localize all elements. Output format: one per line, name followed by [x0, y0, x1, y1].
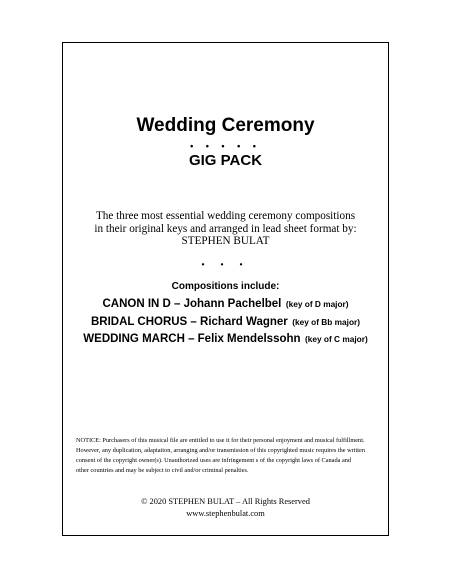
- intro-line: STEPHEN BULAT: [181, 235, 270, 248]
- footer: [62, 496, 389, 519]
- composition-item: [62, 295, 389, 313]
- title-ornament: • • • • •: [190, 141, 261, 151]
- notice-line: NOTICE: Purchasers of this musical file are entitled to use it for their personal enjoyment and musical fulfillment.: [76, 437, 365, 444]
- composition-title: WEDDING MARCH – Felix Mendelssohn: [83, 333, 301, 345]
- section-ornament: • • •: [201, 260, 250, 269]
- compositions-heading: Compositions include:: [171, 281, 280, 292]
- composition-key: (key of D major): [285, 299, 349, 309]
- composition-key: (key of C major): [305, 334, 368, 344]
- notice-line: However, any duplication, adaptation, arranging and/or transmission of this copyrighted music requires the written: [76, 447, 365, 454]
- intro-line: in their original keys and arranged in lead sheet format by:: [94, 222, 357, 235]
- composition-title: CANON IN D – Johann Pachelbel: [102, 298, 282, 310]
- composition-item: [62, 330, 389, 348]
- compositions-list: [62, 295, 389, 348]
- copyright-notice: [76, 436, 386, 476]
- notice-line: consent of the copyright owner(s). Unauthorized uses are infringement s of the copyright laws of Canada and: [76, 457, 352, 464]
- intro-line: The three most essential wedding ceremony compositions: [95, 210, 356, 222]
- website-link[interactable]: www.stephenbulat.com: [186, 508, 265, 518]
- copyright-line: © 2020 STEPHEN BULAT – All Rights Reserved: [141, 497, 310, 506]
- composition-key: (key of Bb major): [292, 316, 361, 327]
- document-subtitle: GIG PACK: [188, 152, 263, 169]
- composition-title: BRIDAL CHORUS – Richard Wagner: [90, 315, 288, 328]
- composition-item: [62, 313, 389, 331]
- intro-text: [62, 210, 389, 248]
- document-title: Wedding Ceremony: [136, 115, 315, 136]
- notice-line: other countries and may be subject to civil and/or criminal penalties.: [76, 467, 249, 474]
